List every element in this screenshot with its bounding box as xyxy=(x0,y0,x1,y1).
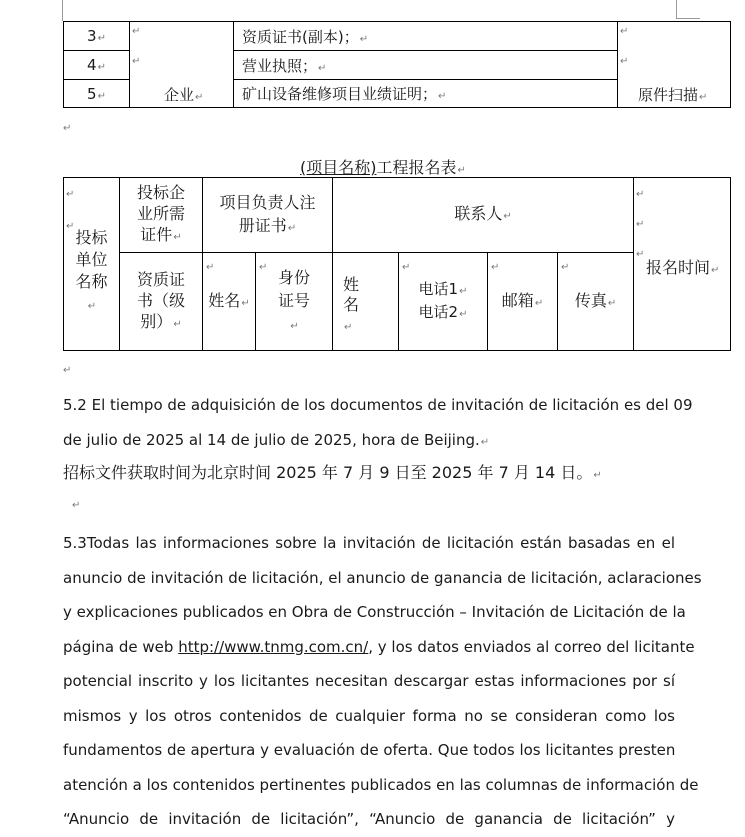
pm-cert-header: 项目负责人注册证书↵ xyxy=(203,178,333,253)
row-number: 3↵ xyxy=(64,22,130,51)
website-link[interactable]: http://www.tnmg.com.cn/ xyxy=(178,637,369,656)
paragraph-mark: ↵ xyxy=(63,365,72,376)
form-title: (项目名称)工程报名表↵ xyxy=(300,158,466,177)
section-5-3-line: fundamentos de apertura y evaluación de oferta. Que todos los licitantes presten xyxy=(63,741,676,759)
contact-header: 联系人↵ xyxy=(333,178,634,253)
enterprise-cert-header: 投标企业所需证件↵ xyxy=(120,178,203,253)
section-5-3-line: atención a los contenidos pertinentes publicados en las columnas de información de xyxy=(63,775,699,794)
requirement-item: 矿山设备维修项目业绩证明；↵ xyxy=(234,80,618,108)
margin-corner-mark xyxy=(62,0,63,21)
phone-header: ↵ 电话1↵ 电话2↵ xyxy=(399,253,488,351)
fax-header: ↵ 传真↵ xyxy=(558,253,634,351)
registration-table xyxy=(63,177,731,351)
margin-corner-mark xyxy=(676,18,700,19)
margin-corner-mark xyxy=(676,0,677,18)
section-5-2-line: de julio de 2025 al 14 de julio de 2025, hora de Beijing.↵ xyxy=(63,430,490,449)
qualification-cert-header: 资质证书（级别）↵ xyxy=(120,253,203,351)
pm-name-header: ↵ 姓名↵ xyxy=(203,253,256,351)
section-5-3-line: mismos y los otros contenidos de cualquier forma no se consideran como los xyxy=(63,706,675,725)
paragraph-mark: ↵ xyxy=(63,123,72,134)
original-scan-cell: ↵ ↵ 原件扫描↵ xyxy=(618,22,731,108)
section-5-3 xyxy=(63,526,702,837)
requirement-item: 资质证书(副本)；↵ xyxy=(234,22,618,51)
section-5-2-line: 5.2 El tiempo de adquisición de los documentos de invitación de licitación es del 09 xyxy=(63,396,693,414)
id-number-header: ↵ 身份证号↵ xyxy=(256,253,333,351)
section-5-3-line: “Anuncio de invitación de licitación”, “Anuncio de ganancia de licitación” y xyxy=(63,810,675,828)
section-5-3-line: y explicaciones publicados en Obra de Construcción – Invitación de Licitación de la xyxy=(63,603,686,621)
contact-name-header: 姓名↵ xyxy=(333,253,399,351)
company-cell: ↵ ↵ 企业↵ xyxy=(130,22,234,108)
section-5-2 xyxy=(63,388,693,457)
section-5-2-chinese: 招标文件获取时间为北京时间 2025 年 7 月 9 日至 2025 年 7 月 14 日。↵ xyxy=(63,463,602,482)
bidder-unit-name-header: ↵ ↵ 投标单位名称↵ xyxy=(64,178,120,351)
paragraph-mark: ↵ xyxy=(72,500,81,511)
row-number: 4↵ xyxy=(64,51,130,80)
section-5-3-line: potencial inscrito y los licitantes necesitan descargar estas informaciones por sí xyxy=(63,672,675,690)
requirements-table xyxy=(63,21,731,108)
requirement-item: 营业执照；↵ xyxy=(234,51,618,80)
row-number: 5↵ xyxy=(64,80,130,108)
registration-time-header: ↵ ↵ ↵ 报名时间↵ xyxy=(634,178,731,351)
section-5-3-line: anuncio de invitación de licitación, el anuncio de ganancia de licitación, aclaraciones xyxy=(63,568,702,587)
section-5-3-line: 5.3Todas las informaciones sobre la invitación de licitación están basadas en el xyxy=(63,534,675,552)
email-header: ↵ 邮箱↵ xyxy=(488,253,558,351)
section-5-3-line: página de web http://www.tnmg.com.cn/, y los datos enviados al correo del licitante xyxy=(63,637,695,656)
